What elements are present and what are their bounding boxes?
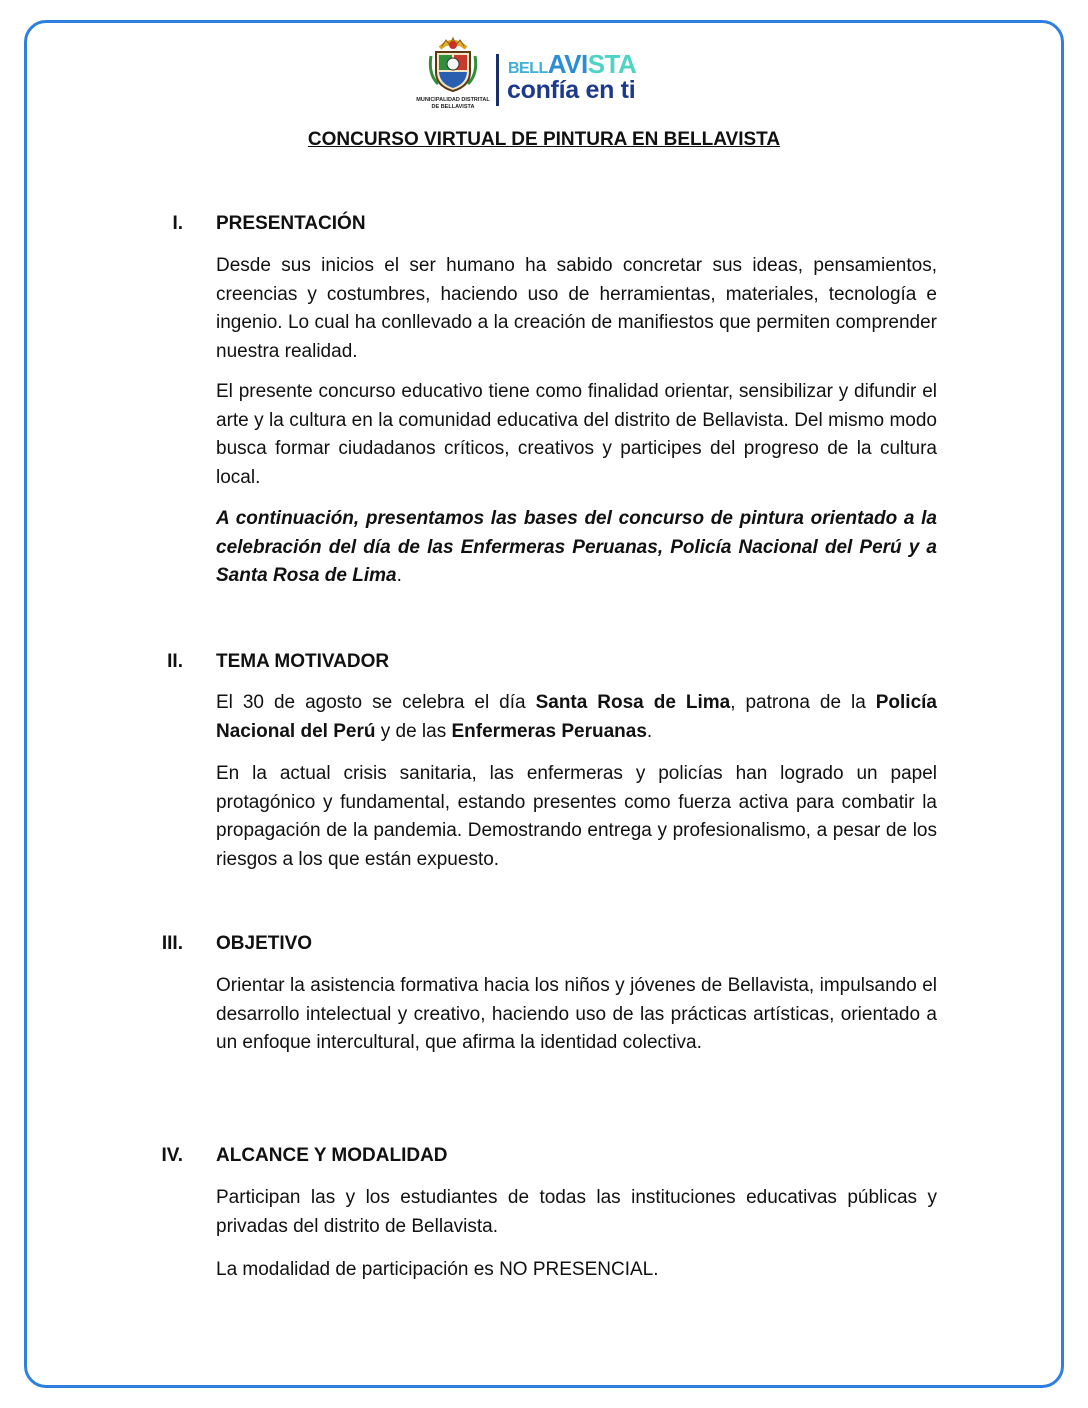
paragraph: Desde sus inicios el ser humano ha sabido concretar sus ideas, pensamientos, creencias y costumbres, haciendo uso de herramientas, materiales, tecnología e ingenio. Lo cual ha conllevado a la creación de manifiestos que permiten comprender nuestra realidad.: [216, 255, 937, 362]
section-number: I.: [172, 213, 183, 234]
text-run: .: [646, 720, 653, 742]
crest-caption-line1: MUNICIPALIDAD DISTRITAL: [416, 97, 490, 103]
text-run: y de las: [375, 720, 452, 742]
document-title: CONCURSO VIRTUAL DE PINTURA EN BELLAVISTA: [307, 129, 781, 150]
letterhead: [410, 34, 670, 112]
brand-part3: STA: [587, 49, 637, 79]
paragraph: La modalidad de participación es NO PRESENCIAL.: [216, 1259, 659, 1280]
paragraph: Orientar la asistencia formativa hacia los niños y jóvenes de Bellavista, impulsando el desarrollo intelectual y creativo, haciendo uso de las prácticas artísticas, orientado a un enfoque intercultural, que afirma la identidad colectiva.: [216, 975, 937, 1053]
bold-run: Enfermeras Peruanas: [451, 720, 647, 742]
section-number: II.: [167, 651, 183, 672]
paragraph: En la actual crisis sanitaria, las enfermeras y policías han logrado un papel protagónico y fundamental, estando presentes como fuerza activa para combatir la propagación de la pandemia. Demostrando entrega y profesionalismo, a pesar de los riesgos a los que están expuesto.: [216, 763, 937, 870]
crest-caption-line2: DE BELLAVISTA: [431, 103, 475, 110]
section-number: III.: [161, 933, 183, 954]
section-heading: TEMA MOTIVADOR: [216, 651, 390, 672]
text-run: , patrona de la: [730, 692, 876, 713]
paragraph: El presente concurso educativo tiene como finalidad orientar, sensibilizar y difundir el arte y la cultura en la comunidad educativa del distrito de Bellavista. Del mismo modo busca formar ciudadanos críticos, creativos y participes del progreso de la cultura local.: [216, 381, 937, 488]
brand-part1: BELL: [508, 60, 548, 77]
bold-run: Policía Nacional del Perú: [216, 692, 937, 742]
emphasis-end: .: [396, 565, 402, 586]
crest-caption: [410, 97, 496, 110]
paragraph: Participan las y los estudiantes de todas las instituciones educativas públicas y privadas del distrito de Bellavista.: [216, 1187, 937, 1237]
brand-divider: [496, 54, 499, 106]
brand-slogan: confía en ti: [507, 76, 636, 104]
municipal-crest-logo: [428, 34, 478, 94]
brand-part2: AVI: [547, 49, 588, 79]
section-heading: PRESENTACIÓN: [216, 213, 366, 234]
section-heading: OBJETIVO: [216, 933, 313, 954]
section-heading: ALCANCE Y MODALIDAD: [216, 1145, 448, 1166]
emphasis-text: A continuación, presentamos las bases del concurso de pintura orientado a la celebración del día de las Enfermeras Peruanas, Policía Nacional del Perú y a Santa Rosa de Lima: [216, 508, 937, 586]
paragraph: [216, 689, 937, 746]
paragraph-emphasis: [216, 505, 937, 591]
section-number: IV.: [161, 1145, 183, 1166]
bold-run: Santa Rosa de Lima: [535, 692, 731, 713]
text-run: El 30 de agosto se celebra el día: [216, 692, 536, 713]
